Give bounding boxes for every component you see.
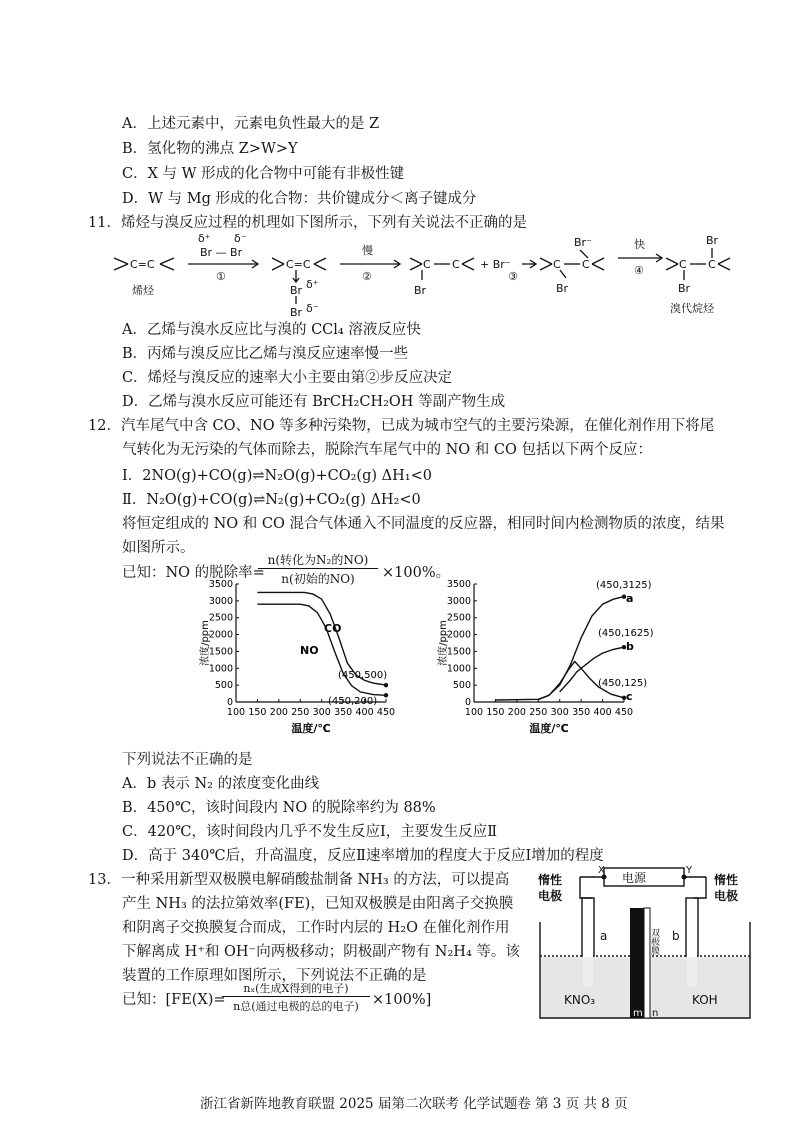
q11-stem: 11．烯烃与溴反应过程的机理如下图所示，下列有关说法不正确的是 — [88, 215, 527, 231]
terminal-y: Y — [686, 865, 693, 876]
q11-option-d: D．乙烯与溴水反应可能还有 BrCH₂CH₂OH 等副产物生成 — [122, 394, 506, 410]
x-tick-label: 250 — [291, 707, 310, 718]
slow-label: 慢 — [362, 244, 373, 257]
inert-left-1: 惰性 — [538, 873, 563, 887]
q11-option-b: B．丙烯与溴反应比乙烯与溴反应速率慢一些 — [122, 346, 409, 362]
x-tick-label: 350 — [334, 707, 353, 718]
q11-mechanism-diagram — [110, 232, 750, 320]
series-label-CO: CO — [324, 622, 342, 635]
endpoint-c — [622, 696, 626, 700]
chart-left — [188, 578, 408, 748]
step-4: ④ — [634, 264, 644, 277]
q12-option-a: A．b 表示 N₂ 的浓度变化曲线 — [122, 776, 320, 792]
x-tick-label: 300 — [312, 707, 331, 718]
q12-stem-2: 气转化为无污染的气体而除去，脱除汽车尾气中的 NO 和 CO 包括以下两个反应： — [122, 442, 652, 458]
q11-option-a: A．乙烯与溴水反应比与溴的 CCl₄ 溶液反应快 — [122, 322, 421, 338]
y-tick-label: 500 — [452, 680, 471, 692]
reagent-br2: Br — Br — [200, 246, 243, 259]
inert-right-1: 惰性 — [714, 873, 739, 887]
delta-plus-1: δ⁺ — [198, 232, 211, 245]
terminal-x: X — [598, 865, 605, 876]
y-tick-label: 2500 — [446, 612, 471, 624]
y-tick-label: 500 — [214, 680, 233, 692]
data-annotation: (450,500) — [338, 670, 388, 681]
svg-text:C=C: C=C — [286, 258, 311, 271]
q10-option-c: C．X 与 W 形成的化合物中可能有非极性键 — [122, 166, 405, 182]
y-tick-label: 3000 — [208, 595, 233, 607]
endpoint-a — [622, 594, 626, 598]
fast-label: 快 — [634, 238, 645, 251]
y-tick-label: 1500 — [208, 646, 233, 658]
electrolysis-diagram — [534, 864, 756, 1022]
x-tick-label: 450 — [376, 707, 396, 718]
br-cation: Br — [414, 284, 427, 297]
membrane-n: n — [652, 1008, 659, 1019]
br-product-bottom: Br — [678, 282, 691, 295]
x-tick-label: 300 — [550, 707, 569, 718]
delta-minus-2: δ⁻ — [306, 302, 319, 315]
q12-stem-1: 12．汽车尾气中含 CO、NO 等多种污染物，已成为城市空气的主要污染源，在催化剂作用下将尾 — [88, 418, 715, 434]
q13-line-1: 13．一种采用新型双极膜电解硝酸盐制备 NH₃ 的方法，可以提高 — [88, 872, 510, 888]
q12-stem-4: 如图所示。 — [122, 540, 195, 556]
y-tick-label: 1500 — [446, 646, 471, 658]
left-solution: KNO₃ — [564, 993, 596, 1007]
x-tick-label: 100 — [464, 707, 484, 718]
svg-text:C: C — [582, 258, 590, 271]
y-tick-label: 1000 — [446, 663, 471, 675]
y-tick-label: 0 — [226, 697, 233, 708]
power-label: 电源 — [622, 871, 647, 885]
q12-option-c: C．420℃，该时间段内几乎不发生反应Ⅰ，主要发生反应Ⅱ — [122, 824, 498, 840]
q10-option-a: A．上述元素中，元素电负性最大的是 Z — [122, 116, 380, 132]
endpoint-b — [622, 645, 626, 649]
step-1: ① — [216, 270, 226, 283]
svg-text:C: C — [423, 258, 431, 271]
x-axis-label: 温度/℃ — [291, 722, 331, 735]
x-tick-label: 350 — [572, 707, 591, 718]
svg-text:C: C — [708, 258, 716, 271]
br-complex-1: Br — [290, 284, 303, 297]
svg-text:C: C — [553, 258, 561, 271]
x-tick-label: 200 — [507, 707, 526, 718]
q13-fraction-numerator: nₓ(生成X得到的电子) — [222, 980, 370, 997]
electrode-b: b — [672, 929, 680, 943]
x-axis-label: 温度/℃ — [529, 722, 569, 735]
data-annotation: (450,125) — [598, 678, 648, 689]
q12-fraction-denominator: n(初始的NO) — [281, 572, 355, 586]
q12-question: 下列说法不正确的是 — [122, 752, 253, 768]
product-label: 溴代烷烃 — [670, 302, 714, 315]
br-product-top: Br — [706, 234, 719, 247]
y-axis-label: 浓度/ppm — [438, 620, 449, 666]
q12-option-d: D．高于 340℃后，升高温度，反应Ⅱ速率增加的程度大于反应Ⅰ增加的程度 — [122, 848, 604, 864]
q13-known-suffix: ×100%] — [372, 992, 432, 1008]
q12-option-b: B．450℃，该时间段内 NO 的脱除率约为 88% — [122, 800, 436, 816]
page-footer: 浙江省新阵地教育联盟 2025 届第二次联考 化学试题卷 第 3 页 共 8 页 — [200, 1096, 628, 1112]
x-tick-label: 200 — [269, 707, 288, 718]
br-minus-label: Br⁻ — [574, 236, 592, 249]
x-tick-label: 150 — [486, 707, 505, 718]
q10-option-d: D．W 与 Mg 形成的化合物：共价键成分＜离子键成分 — [122, 191, 477, 207]
q13-known-prefix: 已知：[FE(X)= — [122, 992, 226, 1008]
x-tick-label: 250 — [529, 707, 548, 718]
chart-right — [418, 578, 658, 748]
q12-reaction-1: Ⅰ．2NO(g)+CO(g)⇌N₂O(g)+CO₂(g) ΔH₁<0 — [122, 468, 432, 484]
y-tick-label: 3500 — [208, 579, 233, 590]
q13-line-4: 下解离成 H⁺和 OH⁻向两极移动；阴极副产物有 N₂H₄ 等。该 — [122, 944, 520, 960]
br-bridge: Br — [556, 282, 569, 295]
y-tick-label: 3000 — [446, 595, 471, 607]
q10-option-b: B．氢化物的沸点 Z>W>Y — [122, 141, 298, 157]
series-label-a: a — [626, 592, 634, 605]
electrode-a: a — [600, 929, 608, 943]
step-2: ② — [362, 270, 372, 283]
endpoint-CO — [384, 683, 388, 687]
br-complex-2: Br — [290, 306, 303, 319]
x-tick-label: 150 — [248, 707, 267, 718]
q12-reaction-2: Ⅱ．N₂O(g)+CO(g)⇌N₂(g)+CO₂(g) ΔH₂<0 — [122, 492, 421, 508]
alkene-formula: C=C — [130, 258, 155, 271]
q12-stem-3: 将恒定组成的 NO 和 CO 混合气体通入不同温度的反应器，相同时间内检测物质的浓度，结果 — [122, 516, 725, 532]
data-annotation: (450,200) — [328, 696, 378, 707]
delta-minus-1: δ⁻ — [234, 232, 247, 245]
q11-option-c: C．烯烃与溴反应的速率大小主要由第②步反应决定 — [122, 370, 453, 386]
q13-line-2: 产生 NH₃ 的法拉第效率(FE)，已知双极膜是由阳离子交换膜 — [122, 896, 514, 912]
q12-fraction-numerator: n(转化为N₂的NO) — [258, 551, 378, 569]
x-tick-label: 400 — [355, 707, 374, 718]
membrane-label: 双极膜 — [649, 928, 659, 955]
svg-text:C: C — [679, 258, 687, 271]
series-label-b: b — [626, 640, 634, 653]
q13-fraction-denominator: n总(通过电极的总的电子) — [233, 1000, 359, 1013]
y-tick-label: 1000 — [208, 663, 233, 675]
x-tick-label: 400 — [593, 707, 612, 718]
x-tick-label: 100 — [226, 707, 246, 718]
plus-br-minus: + Br⁻ — [480, 258, 511, 271]
inert-right-2: 电极 — [714, 889, 739, 903]
alkene-label: 烯烃 — [132, 284, 154, 297]
delta-plus-2: δ⁺ — [306, 278, 319, 291]
y-axis-label: 浓度/ppm — [200, 620, 211, 666]
x-tick-label: 450 — [614, 707, 634, 718]
q12-known-suffix: ×100%。 — [382, 565, 451, 581]
data-annotation: (450,1625) — [598, 628, 654, 639]
y-tick-label: 2000 — [208, 629, 233, 641]
q12-known-prefix: 已知：NO 的脱除率= — [122, 565, 265, 581]
series-label-c: c — [626, 690, 633, 703]
q13-line-5: 装置的工作原理如图所示，下列说法不正确的是 — [122, 968, 427, 984]
y-tick-label: 0 — [464, 697, 471, 708]
series-label-NO: NO — [300, 644, 319, 657]
endpoint-NO — [384, 693, 388, 697]
y-tick-label: 3500 — [446, 579, 471, 590]
q13-line-3: 和阴离子交换膜复合而成，工作时内层的 H₂O 在催化剂作用 — [122, 920, 510, 936]
membrane-m: m — [633, 1008, 643, 1019]
inert-left-2: 电极 — [538, 889, 563, 903]
right-solution: KOH — [692, 993, 718, 1007]
y-tick-label: 2000 — [446, 629, 471, 641]
data-annotation: (450,3125) — [596, 580, 652, 591]
step-3: ③ — [508, 270, 518, 283]
svg-text:C: C — [452, 258, 460, 271]
y-tick-label: 2500 — [208, 612, 233, 624]
